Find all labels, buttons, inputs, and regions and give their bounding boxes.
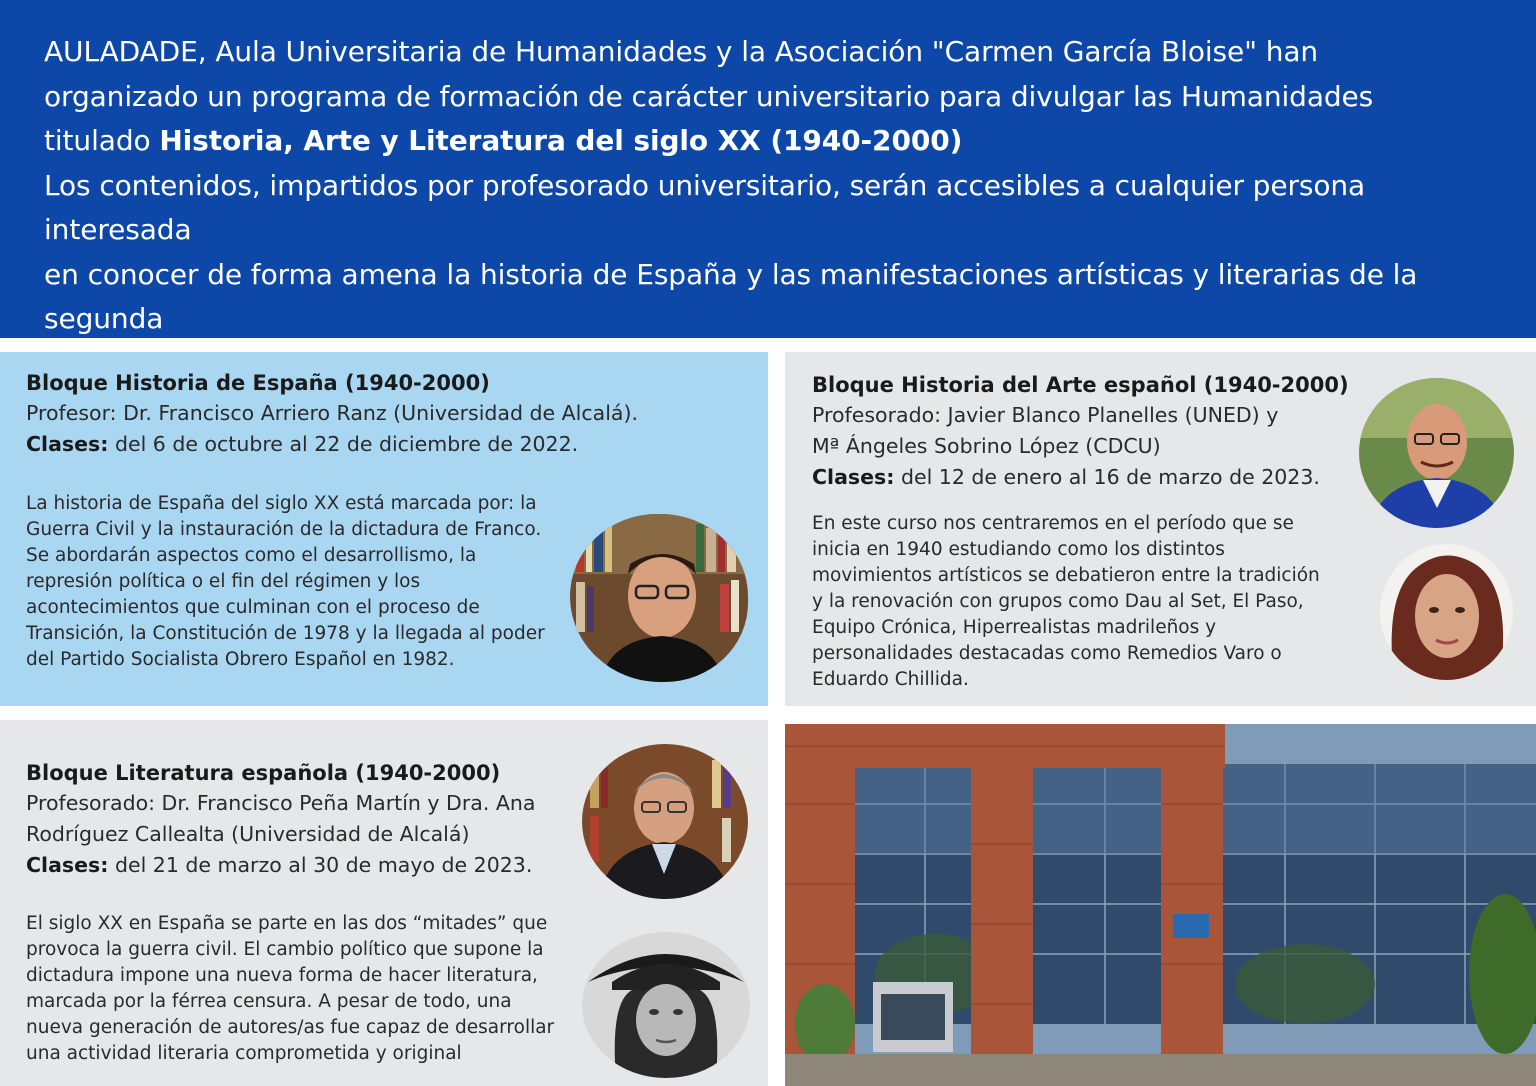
- campus-building-photo: [785, 724, 1536, 1086]
- historia-classes-label: Clases:: [26, 432, 109, 456]
- literatura-classes-label: Clases:: [26, 853, 109, 877]
- intro-line-4: Los contenidos, impartidos por profesorado universitario, serán accesibles a cualquier persona interesada: [44, 168, 1366, 246]
- literatura-teacher-line-2: Rodríguez Callealta (Universidad de Alcalá): [26, 822, 470, 846]
- arte-title: Bloque Historia del Arte español (1940-2000): [812, 373, 1349, 397]
- intro-line-3: [44, 119, 1496, 164]
- historia-desc-line: Se abordarán aspectos como el desarrollismo, la: [26, 545, 477, 566]
- arte-teacher-line-1: Profesorado: Javier Blanco Planelles (UNED) y: [812, 403, 1279, 427]
- professor-rodriguez-photo: [582, 932, 750, 1078]
- historia-classes-dates: del 6 de octubre al 22 de diciembre de 2022.: [108, 432, 579, 456]
- arte-classes-label: Clases:: [812, 465, 895, 489]
- historia-desc-line: La historia de España del siglo XX está marcada por: la: [26, 493, 537, 514]
- arte-desc-line: Eduardo Chillida.: [812, 669, 969, 690]
- professor-sobrino-photo: [1380, 544, 1513, 680]
- literatura-desc-line: El siglo XX en España se parte en las dos “mitades” que: [26, 913, 548, 934]
- historia-teacher: Profesor: Dr. Francisco Arriero Ranz (Universidad de Alcalá).: [26, 401, 638, 425]
- intro-banner: [0, 0, 1536, 338]
- literatura-title: Bloque Literatura española (1940-2000): [26, 761, 501, 785]
- professor-pena-photo: [582, 744, 748, 899]
- historia-block: [0, 352, 768, 706]
- arte-desc-line: En este curso nos centraremos en el período que se: [812, 513, 1294, 534]
- program-title: Historia, Arte y Literatura del siglo XX (1940-2000): [159, 124, 963, 157]
- historia-title: Bloque Historia de España (1940-2000): [26, 371, 490, 395]
- historia-desc-line: represión política o el fin del régimen y los: [26, 571, 421, 592]
- literatura-block: [0, 720, 768, 1086]
- historia-desc-line: acontecimientos que culminan con el proceso de: [26, 597, 480, 618]
- literatura-classes-dates: del 21 de marzo al 30 de mayo de 2023.: [108, 853, 533, 877]
- literatura-desc-line: provoca la guerra civil. El cambio político que supone la: [26, 939, 544, 960]
- intro-line-1: AULADADE, Aula Universitaria de Humanidades y la Asociación "Carmen García Bloise" han: [44, 35, 1319, 68]
- intro-line-3-prefix: titulado: [44, 124, 160, 157]
- historia-description: [26, 491, 545, 673]
- arte-desc-line: personalidades destacadas como Remedios Varo o: [812, 643, 1282, 664]
- arte-classes: [812, 462, 1349, 493]
- literatura-teacher-line-1: Profesorado: Dr. Francisco Peña Martín y Dra. Ana: [26, 791, 536, 815]
- arte-desc-line: y la renovación con grupos como Dau al Set, El Paso,: [812, 591, 1304, 612]
- literatura-description: [26, 911, 554, 1067]
- arte-description: [812, 511, 1320, 693]
- intro-line-5: en conocer de forma amena la historia de España y las manifestaciones artísticas y literarias de la segunda: [44, 257, 1418, 335]
- literatura-desc-line: nueva generación de autores/as fue capaz de desarrollar: [26, 1017, 555, 1038]
- arte-desc-line: inicia en 1940 estudiando como los distintos: [812, 539, 1225, 560]
- historia-desc-line: Guerra Civil y la instauración de la dictadura de Franco.: [26, 519, 542, 540]
- literatura-classes: [26, 850, 535, 881]
- arte-desc-line: Equipo Crónica, Hiperrealistas madrileños y: [812, 617, 1217, 638]
- arte-teacher-line-2: Mª Ángeles Sobrino López (CDCU): [812, 434, 1161, 458]
- literatura-desc-line: marcada por la férrea censura. A pesar de todo, una: [26, 991, 512, 1012]
- historia-desc-line: del Partido Socialista Obrero Español en 1982.: [26, 649, 455, 670]
- arte-classes-dates: del 12 de enero al 16 de marzo de 2023.: [894, 465, 1320, 489]
- literatura-desc-line: dictadura impone una nueva forma de hacer literatura,: [26, 965, 538, 986]
- professor-arriero-photo: [570, 514, 748, 682]
- intro-line-2: organizado un programa de formación de carácter universitario para divulgar las Humanidades: [44, 79, 1374, 113]
- arte-block: [785, 352, 1536, 706]
- professor-blanco-photo: [1359, 378, 1514, 528]
- literatura-desc-line: una actividad literaria comprometida y original: [26, 1043, 462, 1064]
- arte-desc-line: movimientos artísticos se debatieron entre la tradición: [812, 565, 1320, 586]
- historia-classes: [26, 429, 638, 460]
- historia-desc-line: Transición, la Constitución de 1978 y la llegada al poder: [26, 623, 545, 644]
